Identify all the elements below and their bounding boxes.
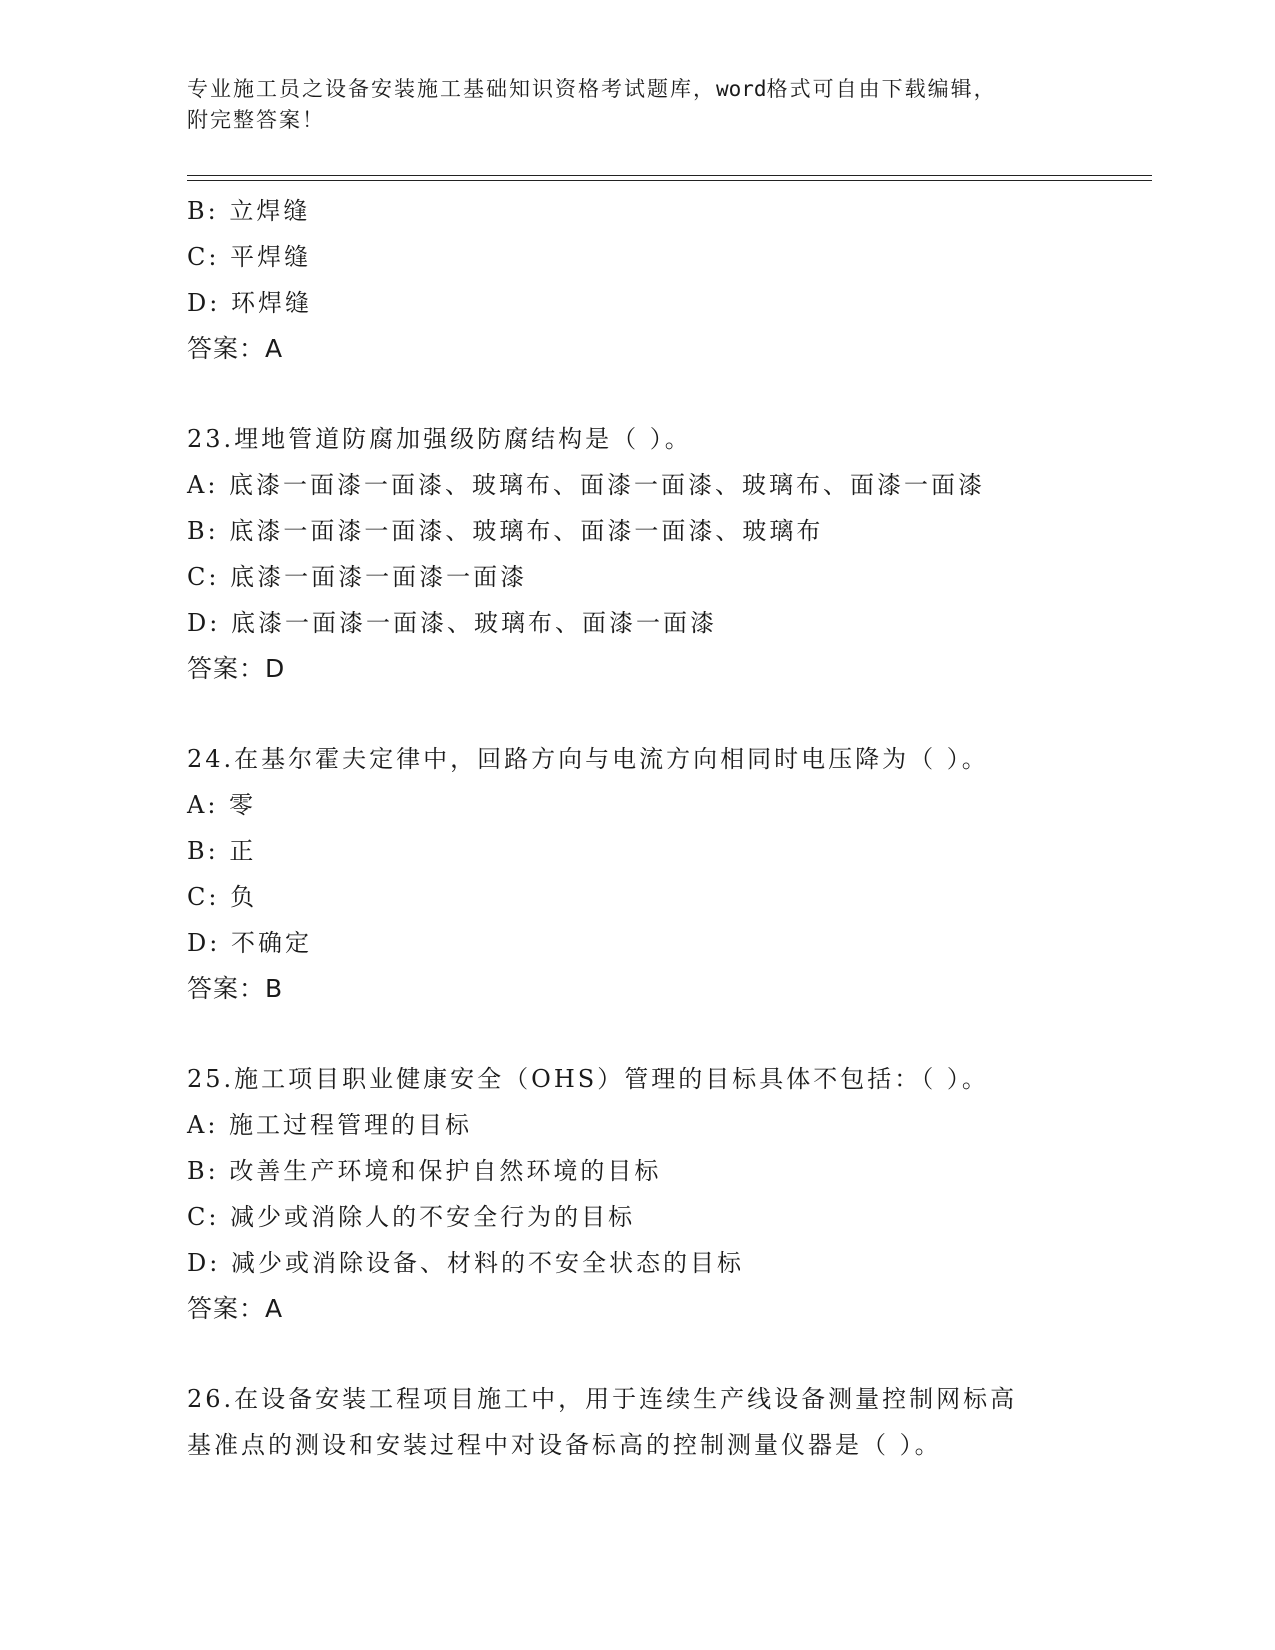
q25-question: 25.施工项目职业健康安全（OHS）管理的目标具体不包括：（ ）。 [187, 1065, 989, 1093]
document-header [187, 74, 1107, 136]
q25-answer: 答案：A [187, 1294, 284, 1323]
q24-question: 24.在基尔霍夫定律中，回路方向与电流方向相同时电压降为（ ）。 [187, 745, 989, 773]
header-divider-top [187, 175, 1152, 176]
q22-option-b: B: 立焊缝 [187, 197, 311, 225]
q23-option-d: D: 底漆一面漆一面漆、玻璃布、面漆一面漆 [187, 609, 717, 637]
q25-option-a: A: 施工过程管理的目标 [187, 1111, 473, 1139]
q23-answer: 答案：D [187, 654, 286, 683]
q25-option-c: C: 减少或消除人的不安全行为的目标 [187, 1203, 636, 1231]
q23-option-c: C: 底漆一面漆一面漆一面漆 [187, 563, 528, 591]
q25-option-b: B: 改善生产环境和保护自然环境的目标 [187, 1157, 662, 1185]
q26-question-line-2: 基准点的测设和安装过程中对设备标高的控制测量仪器是（ ）。 [187, 1431, 942, 1459]
q22-option-d: D: 环焊缝 [187, 289, 312, 317]
header-divider-bottom [187, 180, 1152, 181]
q25-option-d: D: 减少或消除设备、材料的不安全状态的目标 [187, 1249, 744, 1277]
header-title-part1: 专业施工员之设备安装施工基础知识资格考试题库， [187, 77, 716, 101]
q24-answer: 答案：B [187, 974, 284, 1003]
q24-option-a: A: 零 [187, 791, 257, 819]
header-title-word: word [716, 77, 767, 101]
spacer [187, 1012, 1147, 1056]
q23-option-b: B: 底漆一面漆一面漆、玻璃布、面漆一面漆、玻璃布 [187, 517, 824, 545]
q23-question: 23.埋地管道防腐加强级防腐结构是（ ）。 [187, 425, 692, 453]
q22-option-c: C: 平焊缝 [187, 243, 312, 271]
header-title-part2: 格式可自由下载编辑， [766, 77, 997, 101]
q24-option-d: D: 不确定 [187, 929, 312, 957]
header-line-1 [187, 74, 1107, 105]
spacer [187, 372, 1147, 416]
q22-answer: 答案：A [187, 334, 284, 363]
spacer [187, 1332, 1147, 1376]
spacer [187, 692, 1147, 736]
q26-question-line-1: 26.在设备安装工程项目施工中，用于连续生产线设备测量控制网标高 [187, 1385, 1018, 1413]
q24-option-b: B: 正 [187, 837, 257, 865]
q23-option-a: A: 底漆一面漆一面漆、玻璃布、面漆一面漆、玻璃布、面漆一面漆 [187, 471, 986, 499]
header-line-2: 附完整答案！ [187, 108, 325, 132]
q24-option-c: C: 负 [187, 883, 258, 911]
question-list [187, 188, 1147, 1468]
